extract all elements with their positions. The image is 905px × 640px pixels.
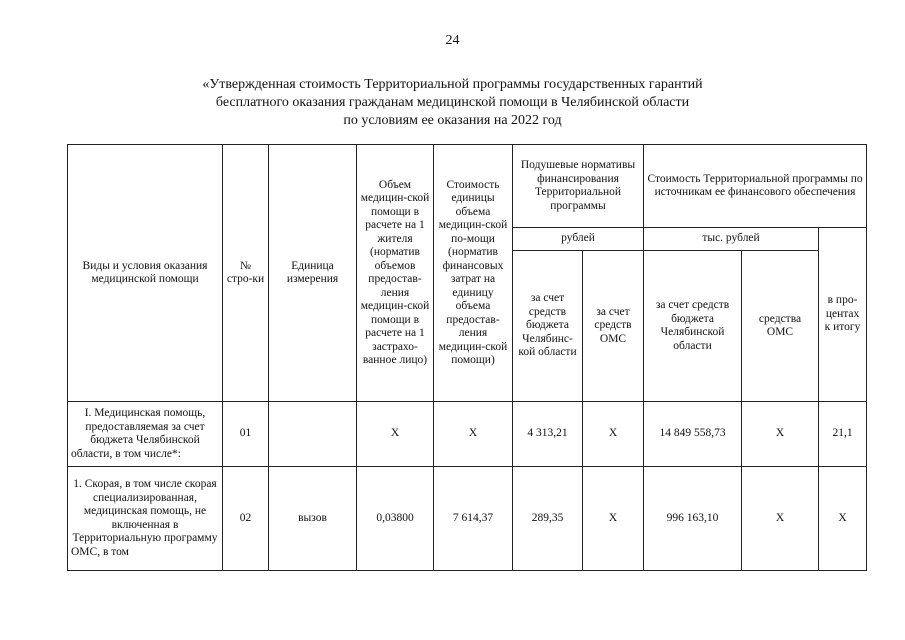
cell-unit-cost: 7 614,37 xyxy=(434,467,513,571)
cell-unit-cost: Х xyxy=(434,402,513,467)
cell-type: I. Медицинская помощь, предоставляемая за счет бюджета Челябинской области, в том числе*: xyxy=(68,402,223,467)
header-unit-cost: Стоимость единицы объема медицин-ской по-мощи (норматив финансовых затрат на единицу объема предостав-ления медицин-ской помощи) xyxy=(434,145,513,402)
cell-volume: 0,03800 xyxy=(357,467,434,571)
header-cost-oms: средства ОМС xyxy=(742,251,819,402)
cell-type: 1. Скорая, в том числе скорая специализированная, медицинская помощь, не включенная в Территориальную программу ОМС, в том xyxy=(68,467,223,571)
cell-pc-oms: Х xyxy=(583,467,644,571)
title-line-1: «Утвержденная стоимость Территориальной программы государственных гарантий xyxy=(202,77,703,92)
cell-pc-budget: 289,35 xyxy=(513,467,583,571)
cell-cost-budget: 14 849 558,73 xyxy=(644,402,742,467)
table-row xyxy=(68,467,867,571)
cell-cost-oms: Х xyxy=(742,467,819,571)
cell-cost-budget: 996 163,10 xyxy=(644,467,742,571)
cell-unit: вызов xyxy=(269,467,357,571)
cell-cost-oms: Х xyxy=(742,402,819,467)
cell-line-no: 02 xyxy=(223,467,269,571)
header-pc-budget: за счет средств бюджета Челябинс-кой области xyxy=(513,251,583,402)
header-rubles: рублей xyxy=(513,228,644,251)
header-type: Виды и условия оказания медицинской помощи xyxy=(68,145,223,402)
cell-percent: Х xyxy=(819,467,867,571)
header-volume: Объем медицин-ской помощи в расчете на 1 жителя (норматив объемов предостав-ления медицин-ской помощи в расчете на 1 застрахо-ванное лицо) xyxy=(357,145,434,402)
program-cost-table xyxy=(67,144,867,571)
title-line-2: бесплатного оказания гражданам медицинской помощи в Челябинской области xyxy=(215,95,690,110)
header-line-no: № стро-ки xyxy=(223,145,269,402)
cell-pc-budget: 4 313,21 xyxy=(513,402,583,467)
header-pc-oms: за счет средств ОМС xyxy=(583,251,644,402)
page-number: 24 xyxy=(445,33,460,48)
cell-line-no: 01 xyxy=(223,402,269,467)
header-per-capita: Подушевые нормативы финансирования Территориальной программы xyxy=(513,145,644,228)
header-cost-budget: за счет средств бюджета Челябинской области xyxy=(644,251,742,402)
cell-unit xyxy=(269,402,357,467)
header-thousand-rubles: тыс. рублей xyxy=(644,228,819,251)
title-line-3: по условиям ее оказания на 2022 год xyxy=(343,113,562,128)
document-title xyxy=(150,76,755,130)
header-unit: Единица измерения xyxy=(269,145,357,402)
header-percent-total: в про-центах к итогу xyxy=(819,228,867,402)
table-row xyxy=(68,402,867,467)
header-program-cost: Стоимость Территориальной программы по источникам ее финансового обеспечения xyxy=(644,145,867,228)
cell-percent: 21,1 xyxy=(819,402,867,467)
cell-pc-oms: Х xyxy=(583,402,644,467)
cell-volume: Х xyxy=(357,402,434,467)
